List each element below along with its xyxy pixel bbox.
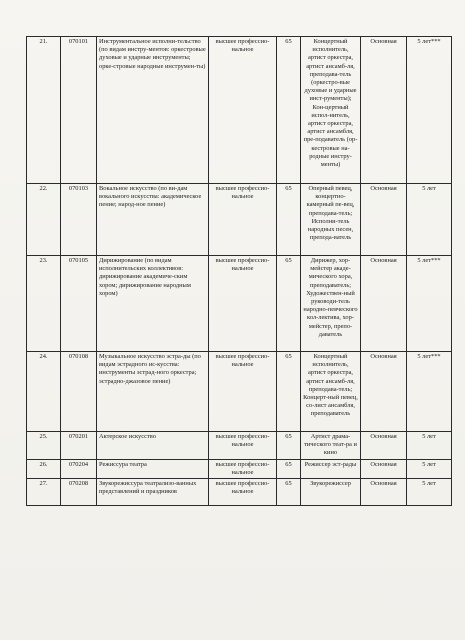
row-number: 26. xyxy=(27,460,61,479)
education-level: высшее профессио-нальное xyxy=(209,479,277,506)
qualification: Концертный исполнитель, артист оркестра, артист ансамб-ля, преподава-тель (оркестро-вые духовые и ударные инст-рументы); Кон-цертный испол-нитель, артист оркестра, артист ансамбля, пре-подаватель (ор-кестровые на-родные инстру-менты) xyxy=(301,37,361,184)
program-type: Основная xyxy=(361,479,407,506)
row-number: 25. xyxy=(27,432,61,460)
study-duration: 5 лет*** xyxy=(407,256,452,352)
qualification-code: 65 xyxy=(277,460,301,479)
table-row xyxy=(27,432,452,460)
qualification: Оперный певец, концертно-камерный пе-вец, преподава-тель; Исполни-тель народных песен, препода-ватель xyxy=(301,184,361,256)
program-type: Основная xyxy=(361,432,407,460)
specialty-code: 070101 xyxy=(61,37,97,184)
table-row xyxy=(27,479,452,506)
specialty-code: 070103 xyxy=(61,184,97,256)
education-level: высшее профессио-нальное xyxy=(209,432,277,460)
education-level: высшее профессио-нальное xyxy=(209,352,277,432)
qualification-code: 65 xyxy=(277,37,301,184)
study-duration: 5 лет xyxy=(407,479,452,506)
qualification-code: 65 xyxy=(277,184,301,256)
specialty-code: 070201 xyxy=(61,432,97,460)
qualification: Артист драма-тического теат-ра и кино xyxy=(301,432,361,460)
row-number: 27. xyxy=(27,479,61,506)
qualification-code: 65 xyxy=(277,256,301,352)
specialty-name: Звукорежиссура театрализо-ванных представлений и праздников xyxy=(97,479,209,506)
qualification: Дирижер, хор-мейстер акаде-мического хора, преподаватель; Художествен-ный руководи-тель народно-певческого кол-лектива, хор-мейстер, препо-даватель xyxy=(301,256,361,352)
qualification-code: 65 xyxy=(277,352,301,432)
program-type: Основная xyxy=(361,352,407,432)
table-row xyxy=(27,256,452,352)
education-level: высшее профессио-нальное xyxy=(209,37,277,184)
study-duration: 5 лет*** xyxy=(407,37,452,184)
specialty-name: Режиссура театра xyxy=(97,460,209,479)
specialty-code: 070204 xyxy=(61,460,97,479)
specialty-name: Дирижирование (по видам исполнительских коллективов: дирижирование академиче-ским хором; дирижирование народным хором) xyxy=(97,256,209,352)
specialty-code: 070105 xyxy=(61,256,97,352)
specialty-name: Инструментальное исполни-тельство (по видам инстру-ментов: оркестровые духовые и ударные инструменты; орке-стровые народные инструмен-ты) xyxy=(97,37,209,184)
table-row xyxy=(27,184,452,256)
qualification-code: 65 xyxy=(277,479,301,506)
program-type: Основная xyxy=(361,460,407,479)
qualification: Звукорежиссер xyxy=(301,479,361,506)
specialty-name: Вокальное искусство (по ви-дам вокального искусства: академическое пение; народ-ное пение) xyxy=(97,184,209,256)
specialty-name: Актерское искусство xyxy=(97,432,209,460)
table-row xyxy=(27,37,452,184)
qualification: Режиссер эст-рады xyxy=(301,460,361,479)
education-level: высшее профессио-нальное xyxy=(209,184,277,256)
specialty-name: Музыкальное искусство эстра-ды (по видам эстрадного ис-кусства: инструменты эстрад-ного оркестра; эстрадно-джазовое пение) xyxy=(97,352,209,432)
specialty-code: 070208 xyxy=(61,479,97,506)
row-number: 21. xyxy=(27,37,61,184)
qualification: Концертный исполнитель, артист оркестра, артист ансамб-ля, преподава-тель; Концерт-ный певец, со-лист ансамбля, преподаватель xyxy=(301,352,361,432)
qualification-code: 65 xyxy=(277,432,301,460)
row-number: 24. xyxy=(27,352,61,432)
specialty-code: 070108 xyxy=(61,352,97,432)
table-row xyxy=(27,460,452,479)
table-row xyxy=(27,352,452,432)
row-number: 22. xyxy=(27,184,61,256)
education-level: высшее профессио-нальное xyxy=(209,256,277,352)
program-type: Основная xyxy=(361,37,407,184)
education-level: высшее профессио-нальное xyxy=(209,460,277,479)
study-duration: 5 лет*** xyxy=(407,352,452,432)
program-type: Основная xyxy=(361,256,407,352)
study-duration: 5 лет xyxy=(407,184,452,256)
study-duration: 5 лет xyxy=(407,460,452,479)
study-duration: 5 лет xyxy=(407,432,452,460)
program-type: Основная xyxy=(361,184,407,256)
row-number: 23. xyxy=(27,256,61,352)
specialties-table xyxy=(26,36,452,506)
